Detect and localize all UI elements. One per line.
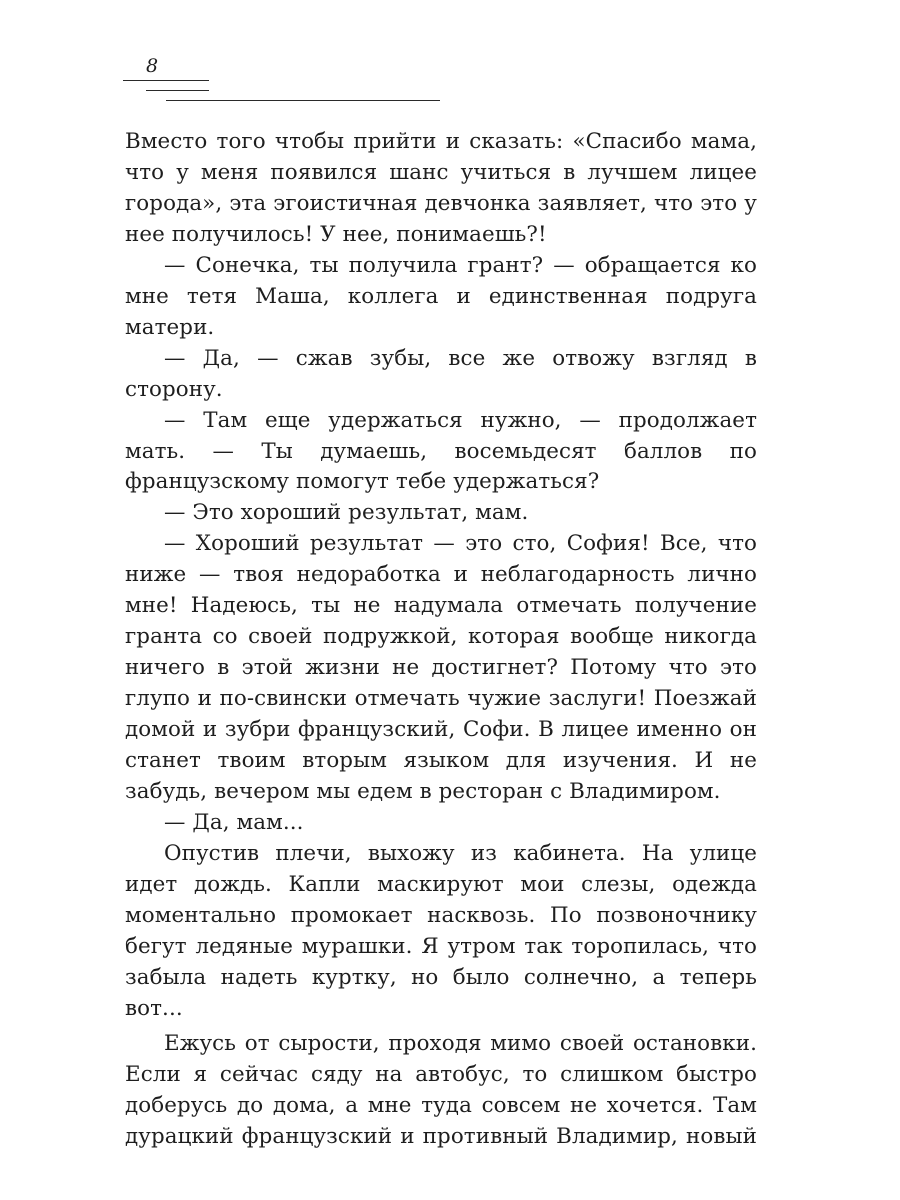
paragraph: — Да, мам...	[164, 809, 304, 835]
paragraph: Опустив плечи, выхожу из кабинета. На улице идет дождь. Капли маскируют мои слезы, одежда моментально промокает насквозь. По позвоночнику бегут ледяные мурашки. Я утром так торопилась, что забыла надеть куртку, но было солнечно, а теперь вот...	[125, 840, 757, 1021]
header-rule-top	[123, 80, 209, 81]
header-rule-middle	[146, 90, 209, 91]
paragraph: — Это хороший результат, мам.	[164, 500, 529, 526]
header-rule-bottom	[166, 100, 440, 101]
paragraph: Вместо того чтобы прийти и сказать: «Спасибо мама, что у меня появился шанс учиться в лучшем лицее города», эта эгоистичная девчонка заявляет, что это у нее получилось! У нее, понимаешь?!	[125, 129, 757, 247]
paragraph: — Да, — сжав зубы, все же отвожу взгляд в сторону.	[125, 345, 757, 402]
page-header	[0, 0, 900, 110]
body-text	[125, 127, 757, 1152]
page-number: 8	[146, 55, 159, 77]
paragraph: — Там еще удержаться нужно, — продолжает мать. — Ты думаешь, восемьдесят баллов по французскому помогут тебе удержаться?	[125, 407, 757, 495]
paragraph: Ежусь от сырости, проходя мимо своей остановки. Если я сейчас сяду на автобус, то слишком быстро доберусь до дома, а мне туда совсем не хочется. Там дурацкий французский и противный Владимир, новый	[125, 1030, 757, 1149]
paragraph: — Хороший результат — это сто, София! Все, что ниже — твоя недоработка и неблагодарность лично мне! Надеюсь, ты не надумала отмечать получение гранта со своей подружкой, которая вообще никогда ничего в этой жизни не достигнет? Потому что это глупо и по-свински отмечать чужие заслуги! Поезжай домой и зубри французский, Софи. В лицее именно он станет твоим вторым языком для изучения. И не забудь, вечером мы едем в ресторан с Владимиром.	[125, 531, 757, 805]
paragraph: — Сонечка, ты получила грант? — обращается ко мне тетя Маша, коллега и единственная подруга матери.	[125, 252, 757, 340]
